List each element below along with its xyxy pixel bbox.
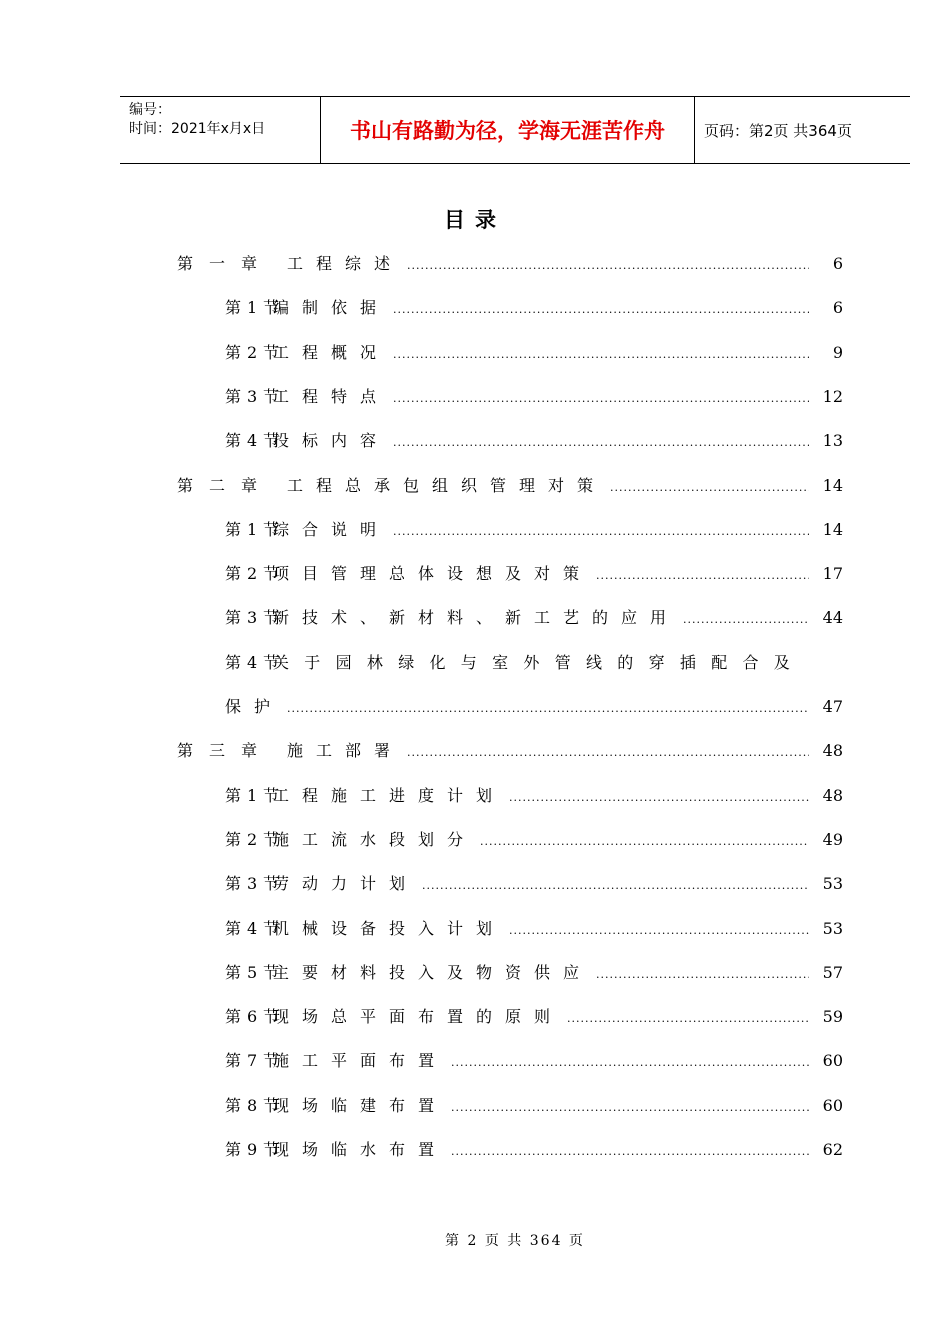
toc-entry-number: 第1节 <box>225 520 286 539</box>
toc-entry-number: 第1节 <box>225 298 286 317</box>
toc-entry-title: 关于园林绿化与室外管线的穿插配合及 <box>273 653 806 672</box>
toc-leader-dots <box>509 787 809 809</box>
toc-leader-dots <box>287 698 809 720</box>
header-left-cell <box>120 97 321 163</box>
toc-page-number: 6 <box>832 254 843 273</box>
toc-leader-dots <box>393 388 809 410</box>
toc-page-number: 49 <box>822 830 843 849</box>
toc-chapter-row[interactable] <box>177 740 843 762</box>
toc-leader-dots <box>596 565 809 587</box>
toc-section-row[interactable] <box>225 519 843 541</box>
toc-entry-number: 第3节 <box>225 387 286 406</box>
toc-entry-number: 第2节 <box>225 564 286 583</box>
toc-section-row[interactable] <box>225 1006 843 1028</box>
toc-section-row[interactable] <box>225 342 843 364</box>
toc-page-number: 13 <box>822 431 843 450</box>
toc-entry-title: 新技术、新材料、新工艺的应用 <box>273 608 680 627</box>
toc-page-number: 59 <box>822 1007 843 1026</box>
toc-leader-dots <box>407 742 809 764</box>
toc-section-row[interactable] <box>225 1139 843 1161</box>
toc-page-number: 14 <box>822 520 843 539</box>
toc-entry-number: 第4节 <box>225 919 286 938</box>
toc-entry-title: 机械设备投入计划 <box>273 919 506 938</box>
toc-leader-dots <box>683 609 809 631</box>
toc-leader-dots <box>422 875 809 897</box>
toc-entry-title: 编制依据 <box>273 298 390 317</box>
toc-section-row[interactable] <box>225 430 843 452</box>
toc-entry-title: 保护 <box>225 697 284 716</box>
toc-leader-dots <box>393 521 809 543</box>
toc-entry-number: 第二章 <box>177 476 274 495</box>
toc-page-number: 9 <box>832 343 843 362</box>
toc-section-row[interactable] <box>225 1095 843 1117</box>
toc-entry-number: 第3节 <box>225 874 286 893</box>
toc-chapter-row[interactable] <box>177 475 843 497</box>
toc-page-number: 44 <box>822 608 843 627</box>
toc-entry-number: 第2节 <box>225 343 286 362</box>
toc-entry-title: 综合说明 <box>273 520 390 539</box>
toc-page-number: 53 <box>822 874 843 893</box>
toc-page-number: 17 <box>822 564 843 583</box>
toc-page-number: 48 <box>822 786 843 805</box>
toc-entry-number: 第5节 <box>225 963 286 982</box>
page-header <box>120 96 910 164</box>
toc-page-number: 48 <box>822 741 843 760</box>
toc-entry-number: 第7节 <box>225 1051 286 1070</box>
header-page-code: 页码：第2页 共364页 <box>704 121 852 140</box>
toc-entry-title: 劳动力计划 <box>273 874 419 893</box>
toc-page-number: 47 <box>822 697 843 716</box>
toc-section-row[interactable] <box>225 918 843 940</box>
toc-entry-title: 工程总承包组织管理对策 <box>287 476 607 495</box>
toc-entry-title: 主要材料投入及物资供应 <box>273 963 593 982</box>
toc-entry-title: 现场临水布置 <box>273 1140 448 1159</box>
toc-leader-dots <box>451 1052 809 1074</box>
toc-entry-number: 第2节 <box>225 830 286 849</box>
header-motto: 书山有路勤为径，学海无涯苦作舟 <box>321 97 695 163</box>
toc-page-number: 6 <box>832 298 843 317</box>
toc-leader-dots <box>393 344 809 366</box>
toc-section-row[interactable] <box>225 829 843 851</box>
toc-section-row[interactable] <box>225 563 843 585</box>
toc-leader-dots <box>610 477 809 499</box>
toc-section-row[interactable] <box>225 652 843 674</box>
toc-entry-number: 第一章 <box>177 254 274 273</box>
toc-leader-dots <box>393 432 809 454</box>
toc-page-number: 60 <box>822 1096 843 1115</box>
toc-section-row[interactable] <box>225 297 843 319</box>
toc-section-row[interactable] <box>225 386 843 408</box>
toc-page-number: 12 <box>822 387 843 406</box>
toc-entry-number: 第4节 <box>225 653 286 672</box>
toc-entry-number: 第8节 <box>225 1096 286 1115</box>
toc-leader-dots <box>451 1097 809 1119</box>
toc-entry-number: 第9节 <box>225 1140 286 1159</box>
document-time-label: 时间：2021年x月x日 <box>129 121 266 137</box>
document-number-label: 编号： <box>129 102 171 118</box>
toc-entry-title: 工程概况 <box>273 343 390 362</box>
toc-entry-title: 项目管理总体设想及对策 <box>273 564 593 583</box>
toc-title: 目录 <box>444 208 506 232</box>
toc-entry-number: 第6节 <box>225 1007 286 1026</box>
toc-leader-dots <box>407 255 809 277</box>
toc-section-row[interactable] <box>225 696 843 718</box>
toc-chapter-row[interactable] <box>177 253 843 275</box>
toc-entry-number: 第1节 <box>225 786 286 805</box>
toc-section-row[interactable] <box>225 607 843 629</box>
toc-entry-title: 工程综述 <box>287 254 404 273</box>
toc-leader-dots <box>567 1008 809 1030</box>
toc-section-row[interactable] <box>225 1050 843 1072</box>
toc-entry-title: 工程施工进度计划 <box>273 786 506 805</box>
toc-entry-title: 工程特点 <box>273 387 390 406</box>
toc-entry-title: 投标内容 <box>273 431 390 450</box>
toc-entry-number: 第3节 <box>225 608 286 627</box>
toc-entry-title: 施工平面布置 <box>273 1051 448 1070</box>
toc-page-number: 57 <box>822 963 843 982</box>
toc-leader-dots <box>509 920 809 942</box>
toc-page-number: 53 <box>822 919 843 938</box>
toc-page-number: 62 <box>822 1140 843 1159</box>
toc-page-number: 14 <box>822 476 843 495</box>
toc-leader-dots <box>451 1141 809 1163</box>
toc-entry-title: 施工流水段划分 <box>273 830 477 849</box>
page-footer: 第 2 页 共 364 页 <box>445 1233 585 1249</box>
toc-section-row[interactable] <box>225 873 843 895</box>
toc-entry-title: 现场总平面布置的原则 <box>273 1007 564 1026</box>
toc-leader-dots <box>480 831 809 853</box>
toc-section-row[interactable] <box>225 962 843 984</box>
toc-entry-number: 第三章 <box>177 741 274 760</box>
toc-section-row[interactable] <box>225 785 843 807</box>
toc-entry-title: 现场临建布置 <box>273 1096 448 1115</box>
toc-page-number: 60 <box>822 1051 843 1070</box>
toc-leader-dots <box>596 964 809 986</box>
toc-entry-title: 施工部署 <box>287 741 404 760</box>
toc-leader-dots <box>393 299 809 321</box>
toc-entry-number: 第4节 <box>225 431 286 450</box>
